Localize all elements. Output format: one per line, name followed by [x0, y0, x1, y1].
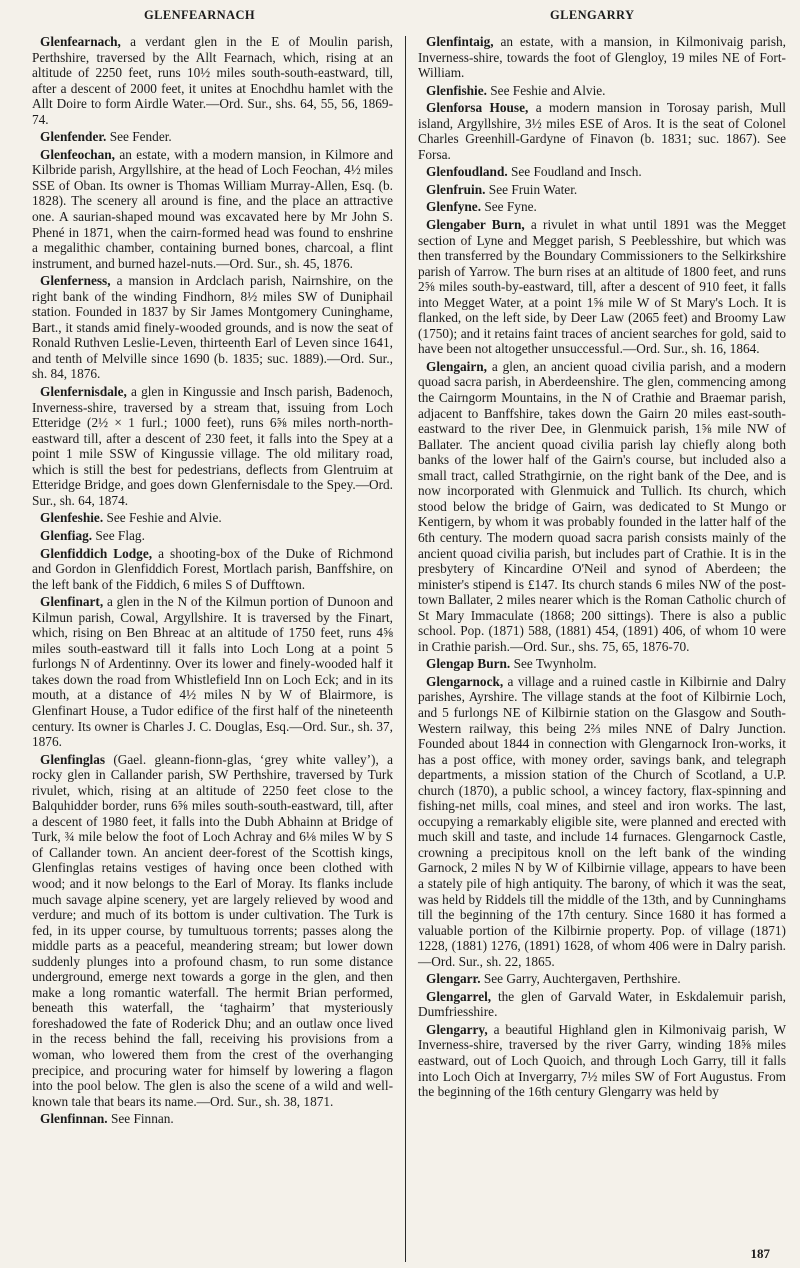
entry-text: a glen, an ancient quoad civilia parish, and a modern quoad sacra parish, in Aberdeenshire. The glen, commencing among the Cairngorm Mountains, in the N of Crathie and Braemar parish, adjacent to Banffshire, takes down the Gairn 20 miles east-south-eastward to the river Dee, in Glenmuick parish, 1⅝ mile NW of Ballater. The ancient quoad civilia parish lay chiefly along both banks of the lower half of the Gairn's course, but included also a small tract, called Strathgirnie, on the right bank of the Dee, and is now incorporated with Glenmuick and Tullich. Its church, which stood below the bridge of Gairn, was dedicated to St Mungo or Kentigern, by whom it was probably founded in the latter half of the 6th century. The modern quoad sacra parish consists mainly of the ancient quoad civilia parish, but includes part of Crathie. It is in the presbytery of Kincardine O'Neil and synod of Aberdeen; the minister's stipend is £147. Its church stands 6 miles NW of the post-town Ballater, 2 miles nearer which is the Roman Catholic church of St Mary Immaculate (1868; 200 sittings). There is also a public school. Pop. (1871) 588, (1881) 454, (1891) 406, of whom 10 were in Crathie parish.—Ord. Sur., shs. 75, 65, 1876-70. — [418, 358, 786, 654]
gazetteer-entry — [32, 546, 393, 593]
running-head-left: GLENFEARNACH — [144, 8, 256, 22]
gazetteer-entry — [418, 83, 786, 99]
gazetteer-entry — [32, 510, 393, 526]
entry-headword: Glenfeshie. — [40, 510, 104, 526]
gazetteer-entry — [418, 359, 786, 654]
entry-headword: Glengarry, — [426, 1021, 488, 1037]
entry-headword: Glenforsa House, — [426, 100, 529, 116]
entry-text: a rivulet in what until 1891 was the Megget section of Lyne and Megget parish, S Peeblesshire, but which was then transferred by the Boundary Commissioners to the Selkirkshire parish of Yarrow. The burn rises at an altitude of 1800 feet, and runs 2⅝ miles south-by-eastward, till, after a descent of 910 feet, it falls into Megget Water, at a point 1⅝ mile W of St Mary's Loch. It is flanked, on the left side, by Deer Law (2065 feet) and Broomy Law (1750); and it retains faint traces of ancient searches for gold, said to have been not altogether unsuccessful.—Ord. Sur., sh. 16, 1864. — [418, 217, 786, 357]
entry-text: See Fruin Water. — [485, 181, 578, 197]
gazetteer-entry — [32, 752, 393, 1110]
entry-headword: Glenfishie. — [426, 82, 487, 98]
entry-headword: Glengap Burn. — [426, 656, 511, 672]
entry-headword: Glenfearnach, — [40, 34, 121, 49]
entry-headword: Glenfinglas — [40, 751, 106, 767]
entry-headword: Glenfender. — [40, 129, 107, 145]
gazetteer-entry — [418, 656, 786, 672]
entry-headword: Glenfiag. — [40, 527, 93, 543]
entry-text: a verdant glen in the E of Moulin parish, Perthshire, traversed by the Allt Fearnach, which, rising at an altitude of 2250 feet, runs 10½ miles south-south-eastward, till, after a descent of 2000 feet, it unites at Enochdhu hamlet with the Allt Doire to form Airdle Water.—Ord. Sur., shs. 64, 55, 56, 1869-74. — [32, 34, 393, 127]
entry-text: See Twynholm. — [510, 656, 597, 672]
entry-headword: Glenfruin. — [426, 181, 486, 197]
entry-headword: Glengaber Burn, — [426, 217, 525, 233]
gazetteer-entry — [418, 674, 786, 969]
gazetteer-entry — [418, 100, 786, 162]
gazetteer-entry — [418, 971, 786, 987]
gazetteer-entry — [32, 594, 393, 749]
entry-text: a shooting-box of the Duke of Richmond and Gordon in Glenfiddich Forest, Mortlach parish, Banffshire, on the left bank of the Fiddich, 6 miles S of Dufftown. — [32, 545, 393, 592]
entry-text: See Fender. — [106, 129, 172, 145]
gazetteer-entry — [32, 528, 393, 544]
gazetteer-entry — [418, 1022, 786, 1100]
entry-text: an estate, with a mansion, in Kilmonivaig parish, Inverness-shire, towards the foot of Glengloy, 19 miles NE of Fort-William. — [418, 34, 786, 81]
entry-headword: Glengarrel, — [426, 988, 492, 1004]
entry-headword: Glenfoudland. — [426, 164, 508, 180]
right-column — [418, 34, 786, 1102]
entry-text: a glen in Kingussie and Insch parish, Badenoch, Inverness-shire, traversed by a stream that, issuing from Loch Etteridge (2½ × 1 furl.; 1000 feet), runs 6⅝ miles north-north-eastward till, after a descent of 230 feet, it falls into the Spey at a point 1 mile SSW of Kingussie village. The old military road, which is still the best for pedestrians, deflects from Glentruim at Etteridge Bridge, and goes down Glenfernisdale to the Spey.—Ord. Sur., sh. 64, 1874. — [32, 384, 393, 508]
gazetteer-entry — [418, 989, 786, 1020]
entry-headword: Glenfintaig, — [426, 34, 494, 49]
entry-text: a beautiful Highland glen in Kilmonivaig parish, W Inverness-shire, traversed by the river Garry, winding 18⅝ miles eastward, out of Loch Quoich, and through Loch Garry, till it falls into Loch Oich at Invergarry, 7½ miles SW of Fort Augustus. From the beginning of the 16th century Glengarry was held by — [418, 1021, 786, 1100]
entry-headword: Glenfiddich Lodge, — [40, 545, 153, 561]
gazetteer-entry — [32, 129, 393, 145]
gazetteer-entry — [32, 384, 393, 508]
gazetteer-entry — [418, 182, 786, 198]
gazetteer-entry — [418, 217, 786, 357]
entry-headword: Glenfinart, — [40, 594, 104, 610]
gazetteer-entry — [418, 164, 786, 180]
entry-text: (Gael. gleann-fionn-glas, ‘grey white valley’), a rocky glen in Callander parish, SW Perthshire, traversed by Turk rivulet, which, rising at an altitude of 2250 feet close to the Balquhidder border, runs 6⅝ miles south-south-eastward, till, after a descent of 1980 feet, it falls into the Dubh Abhainn at Bridge of Turk, ¾ mile below the foot of Loch Achray and 6⅛ miles W by S of Callander town. An ancient deer-forest of the Scottish kings, Glenfinglas retains vestiges of having once been clothed with wood; and it now belongs to the Earl of Moray. Its flanks include much savage alpine scenery, yet are largely relieved by wood and verdure; and much of its bottom is under cultivation. The Turk is fed, in its upper course, by tumultuous torrents; passes along the middle parts as a peaceful, meandering stream; but lower down suddenly plunges into a profound chasm, to run some distance underground, emerge next towards a gorge in the glen, and then make a long romantic waterfall. The hermit Brian performed, beneath this waterfall, the ‘taghairm’ that mysteriously foreshadowed the fate of Roderick Dhu; and an outlaw once lived in the recess behind the fall, receiving his provisions from a woman, who lowered them from the crest of the overhanging precipice, and procuring water for himself by lowering a flagon into the pool below. The glen is also the scene of a wild and well-known tale that bears its name.—Ord. Sur., sh. 38, 1871. — [32, 751, 393, 1109]
entry-headword: Glengarnock, — [426, 673, 504, 689]
entry-text: See Feshie and Alvie. — [486, 82, 606, 98]
entry-headword: Glenfyne. — [426, 199, 482, 215]
gazetteer-entry — [418, 199, 786, 215]
gazetteer-entry — [418, 34, 786, 81]
entry-text: See Fyne. — [481, 199, 537, 215]
entry-text: an estate, with a modern mansion, in Kilmore and Kilbride parish, Argyllshire, at the head of Loch Feochan, 4½ miles SSE of Oban. Its owner is Thomas William Murray-Allen, Esq. (b. 1828). The scenery all around is fine, and the place an attractive one. A saurian-shaped mound was excavated here by Mr John S. Phené in 1871, when the cairn-formed head was found to enshrine a megalithic chamber, containing burned bones, charcoal, a flint instrument, and burned hazel-nuts.—Ord. Sur., sh. 45, 1876. — [32, 146, 393, 271]
entry-text: a modern mansion in Torosay parish, Mull island, Argyllshire, 3½ miles ESE of Aros. It is the seat of Colonel Charles Greenhill-Gardyne of Finavon (b. 1831; suc. 1867). See Forsa. — [418, 100, 786, 162]
entry-text: a village and a ruined castle in Kilbirnie and Dalry parishes, Ayrshire. The village stands at the foot of Kilbirnie Loch, and 5 furlongs NE of Kilbirnie station on the Glasgow and South-Western railway, this being 2⅔ miles NNE of Dalry Junction. Founded about 1844 in connection with Glengarnock Iron-works, it has a post office, with money order, savings bank, and telegraph departments, a mission station of the Church of Scotland, a U.P. church (1870), a public school, a wincey factory, flax-spinning and fishing-net mills, coal mines, and steel and iron works. The last, occupying a remarkably eligible site, were planned and erected with much skill and taste, and include 14 furnaces. Glengarnock Castle, crowning a precipitous knoll on the left bank of the winding Garnock, 2 miles N by W of Kilbirnie village, appears to have been a stately pile of high antiquity. The barony, of which it was the seat, was held by Riddels till the middle of the 13th, and by Cunninghams till the beginning of the 17th century. Since 1680 it has formed a valuable portion of the Kilbirnie property. Pop. of village (1871) 1228, (1881) 1276, (1891) 1628, of whom 406 were in Dalry parish.—Ord. Sur., sh. 22, 1865. — [418, 673, 786, 969]
entry-text: the glen of Garvald Water, in Eskdalemuir parish, Dumfriesshire. — [418, 988, 786, 1020]
entry-text: See Flag. — [92, 527, 145, 543]
entry-text: a mansion in Ardclach parish, Nairnshire, on the right bank of the winding Findhorn, 8½ miles SW of Duniphail station. Founded in 1837 by Sir James Montgomery Cuninghame, Bart., it stands amid finely-wooded grounds, and is now the seat of Ronald Ruthven Leslie-Leven, thirteenth Earl of Leven since 1641, and tenth of Melville since 1690 (b. 1835; suc. 1889).—Ord. Sur., sh. 84, 1876. — [32, 273, 393, 382]
entry-headword: Glenferness, — [40, 273, 111, 289]
entry-headword: Glenfernisdale, — [40, 384, 127, 400]
entry-text: See Feshie and Alvie. — [103, 510, 222, 526]
entry-headword: Glengairn, — [426, 358, 487, 374]
left-column — [32, 34, 393, 1129]
page-number: 187 — [750, 1246, 770, 1261]
entry-text: See Finnan. — [107, 1111, 174, 1127]
entry-text: See Garry, Auchtergaven, Perthshire. — [480, 971, 681, 987]
entry-headword: Glengarr. — [426, 971, 481, 987]
gazetteer-entry — [32, 34, 393, 127]
entry-text: a glen in the N of the Kilmun portion of Dunoon and Kilmun parish, Cowal, Argyllshire. It is traversed by the Finart, which, rising on Ben Bhreac at an altitude of 1750 feet, runs 4⅝ miles south-eastward till it falls into Loch Long at a point 5 furlongs N of Ardentinny. Over its lower and finely-wooded half it takes down the road from Whistlefield Inn on Loch Eck; and in its mouth, at a distance of 4½ miles N by W of Blairmore, is Glenfinart House, a Tudor edifice of the first half of the nineteenth century. Its owner is Charles J. C. Douglas, Esq.—Ord. Sur., sh. 37, 1876. — [32, 594, 393, 750]
entry-headword: Glenfeochan, — [40, 146, 115, 162]
gazetteer-entry — [32, 147, 393, 271]
entry-headword: Glenfinnan. — [40, 1111, 108, 1127]
column-divider — [405, 36, 406, 1262]
running-head — [28, 6, 786, 26]
gazetteer-entry — [32, 273, 393, 382]
running-head-right: GLENGARRY — [550, 8, 635, 22]
gazetteer-entry — [32, 1111, 393, 1127]
entry-text: See Foudland and Insch. — [507, 164, 642, 180]
